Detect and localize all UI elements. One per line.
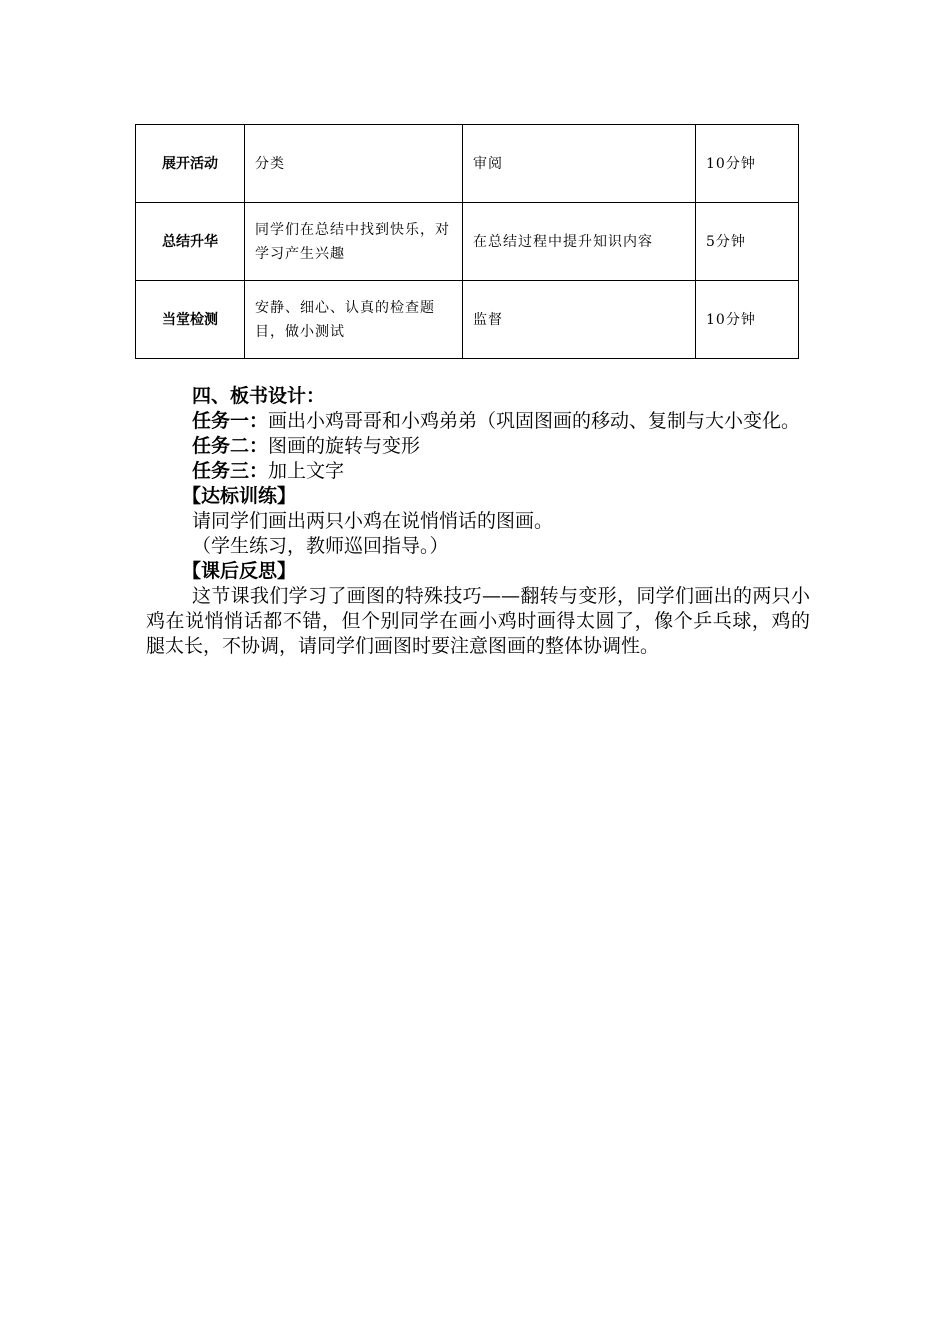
student-activity-cell: 同学们在总结中找到快乐，对学习产生兴趣 [245, 203, 463, 281]
time-cell: 10分钟 [696, 125, 799, 203]
teacher-activity-cell: 审阅 [463, 125, 696, 203]
task-two-label: 任务二： [192, 435, 269, 457]
task-two [146, 434, 810, 459]
task-one-label: 任务一： [192, 410, 269, 432]
task-three [146, 459, 810, 484]
student-activity-cell: 分类 [245, 125, 463, 203]
lesson-activity-table [135, 124, 799, 359]
training-note: （学生练习，教师巡回指导。） [192, 535, 449, 557]
teacher-activity-cell: 在总结过程中提升知识内容 [463, 203, 696, 281]
reflection-heading: 【课后反思】 [182, 560, 297, 582]
reflection-text: 这节课我们学习了画图的特殊技巧——翻转与变形，同学们画出的两只小鸡在说悄悄话都不错，但个别同学在画小鸡时画得太圆了，像个乒乓球，鸡的腿太长，不协调，请同学们画图时要注意图画的整体协调性。 [146, 585, 810, 657]
time-cell: 5分钟 [696, 203, 799, 281]
board-design-heading: 四、板书设计： [192, 385, 326, 407]
task-one-text: 画出小鸡哥哥和小鸡弟弟（巩固图画的移动、复制与大小变化。 [268, 410, 801, 432]
student-activity-cell: 安静、细心、认真的检查题目，做小测试 [245, 281, 463, 359]
teacher-activity-cell: 监督 [463, 281, 696, 359]
task-three-label: 任务三： [192, 460, 269, 482]
stage-cell: 当堂检测 [136, 281, 245, 359]
task-three-text: 加上文字 [268, 460, 345, 482]
board-design-section [146, 384, 810, 659]
table-row [136, 203, 799, 281]
training-text: 请同学们画出两只小鸡在说悄悄话的图画。 [192, 510, 554, 532]
task-two-text: 图画的旋转与变形 [268, 435, 421, 457]
training-heading: 【达标训练】 [182, 485, 297, 507]
time-cell: 10分钟 [696, 281, 799, 359]
table-row [136, 125, 799, 203]
table-row [136, 281, 799, 359]
stage-cell: 展开活动 [136, 125, 245, 203]
task-one [146, 409, 810, 434]
stage-cell: 总结升华 [136, 203, 245, 281]
